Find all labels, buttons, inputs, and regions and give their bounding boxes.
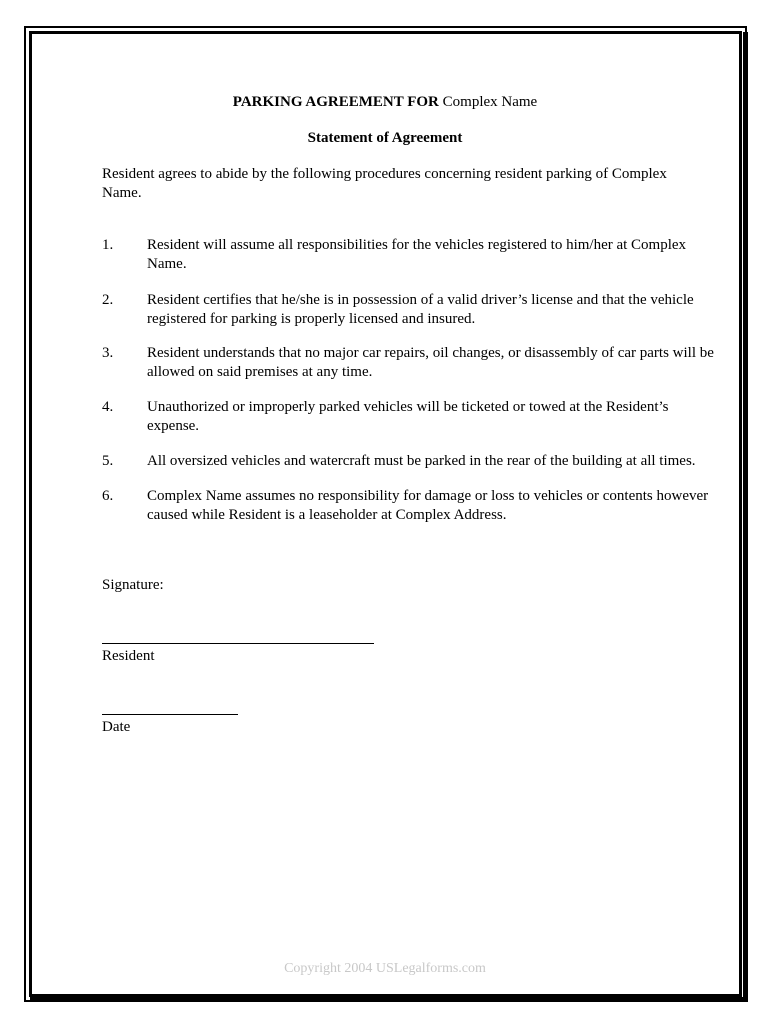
page-shadow-right (743, 32, 748, 1002)
list-item-number: 4. (102, 399, 114, 415)
document-title (0, 94, 770, 111)
copyright-watermark: Copyright 2004 USLegalforms.com (284, 961, 486, 976)
signature-label: Signature: (102, 577, 164, 593)
resident-signature-line (102, 643, 374, 644)
list-item-number: 3. (102, 345, 114, 361)
date-label: Date (102, 719, 131, 735)
list-item-number: 2. (102, 292, 114, 308)
list-item-number: 1. (102, 237, 114, 253)
intro-paragraph: Resident agrees to abide by the following procedures concerning resident parking of Complex Name. (102, 166, 667, 201)
document-subtitle: Statement of Agreement (307, 130, 463, 146)
list-item-text: Resident understands that no major car repairs, oil changes, or disassembly of car parts will be allowed on said premises at any time. (147, 345, 714, 380)
list-item-number: 5. (102, 453, 114, 469)
list-item-text: Unauthorized or improperly parked vehicles will be ticketed or towed at the Resident’s expense. (147, 399, 669, 434)
document-title-bold: PARKING AGREEMENT FOR (232, 94, 439, 110)
list-item-text: Resident certifies that he/she is in possession of a valid driver’s license and that the vehicle registered for parking is properly licensed and insured. (147, 292, 694, 327)
resident-label: Resident (102, 648, 155, 664)
list-item-text: All oversized vehicles and watercraft must be parked in the rear of the building at all times. (147, 453, 696, 469)
page-shadow-bottom (30, 997, 748, 1002)
document-title-complex-name: Complex Name (442, 94, 538, 110)
list-item-text: Complex Name assumes no responsibility for damage or loss to vehicles or contents however caused while Resident is a leaseholder at Complex Address. (147, 488, 709, 523)
list-item-text: Resident will assume all responsibilities for the vehicles registered to him/her at Complex Name. (147, 237, 687, 272)
list-item-number: 6. (102, 488, 114, 504)
date-line (102, 714, 238, 715)
